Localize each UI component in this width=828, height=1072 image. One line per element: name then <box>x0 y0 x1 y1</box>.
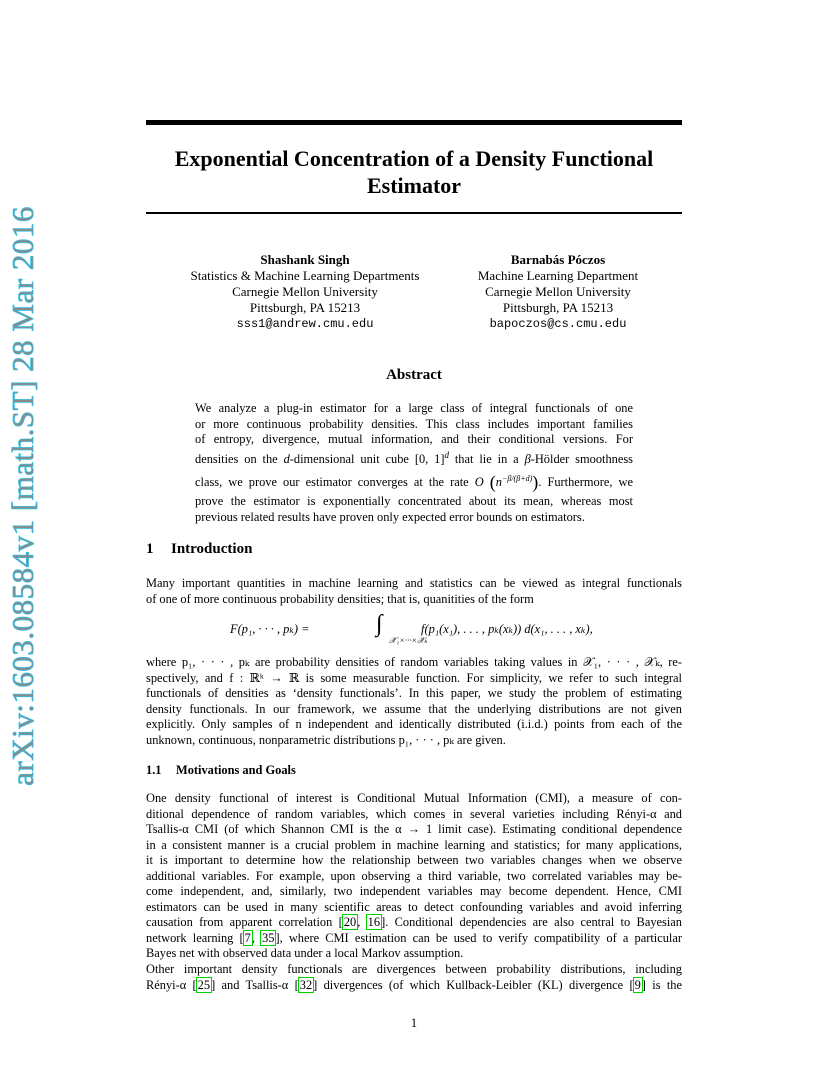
title-bottom-rule <box>146 212 682 214</box>
citation-link[interactable]: 35 <box>262 930 275 945</box>
text-line: Tsallis-α CMI (of which Shannon CMI is the α → 1 limit case). Estimating conditional dependence <box>146 822 682 836</box>
section-number: 1 <box>146 541 154 557</box>
author-dept: Statistics & Machine Learning Departments <box>190 268 420 283</box>
text-line: ditional dependence of random variables, which comes in several varieties including Rényi-α and <box>146 806 682 821</box>
display-equation <box>146 613 682 643</box>
author-name: Shashank Singh <box>260 252 350 267</box>
arxiv-side-stamp <box>0 206 46 786</box>
text-line: functionals of densities as ‘density functionals’. In this paper, we study the problem of estimating <box>146 686 682 700</box>
text-line: it is important to determine how the relationship between two variables changes when we observe <box>146 853 682 867</box>
abstract-line: class, we prove our estimator converges at the rate O $(n^{-\beta/(\beta+d)})$. Furthermore, we <box>195 472 633 493</box>
text-line: where p₁, · · · , pₖ are probability densities of random variables taking values in 𝒳₁, · · · , 𝒳ₖ, re- <box>146 655 682 669</box>
citation-link[interactable]: 16 <box>367 915 381 929</box>
citation-link[interactable]: 9 <box>634 977 641 992</box>
text-line: Other important density functionals are divergences between probability distributions, including <box>146 962 682 976</box>
paper-title <box>146 145 682 199</box>
abstract-body <box>195 401 633 525</box>
integral-sign: ∫ <box>376 611 383 637</box>
title-top-rule <box>146 120 682 125</box>
paragraph-motivations-1 <box>146 791 682 962</box>
citation-link[interactable]: 7 <box>244 930 251 945</box>
page-number: 1 <box>410 1016 418 1030</box>
author-email: sss1@andrew.cmu.edu <box>236 317 374 331</box>
abstract-line: previous related results have proven only expected error bounds on estimators. <box>195 509 585 524</box>
section-title: Introduction <box>171 541 253 557</box>
author-univ: Carnegie Mellon University <box>485 284 631 299</box>
text-line: Rényi-α [25] and Tsallis-α [32] divergences (of which Kullback-Leibler (KL) divergence [9] is the <box>146 977 682 992</box>
text-line: spectively, and f : ℝᵏ → ℝ is some measurable function. For simplicity, we refer to such integral <box>146 670 682 685</box>
author-block-2 <box>458 252 658 332</box>
author-email: bapoczos@cs.cmu.edu <box>489 317 627 331</box>
paragraph-intro-2 <box>146 655 682 748</box>
author-dept: Machine Learning Department <box>477 268 639 283</box>
author-univ: Carnegie Mellon University <box>232 284 378 299</box>
text-line: explicitly. Only samples of n independent and identically distributed (i.i.d.) points from each of the <box>146 717 682 731</box>
abstract-line: We analyze a plug-in estimator for a large class of integral functionals of one <box>195 401 633 415</box>
text-line: network learning [7, 35], where CMI estimation can be used to verify compatibility of a particular <box>146 930 682 945</box>
abstract-line: prove the estimator is exponentially concentrated about its mean, whereas most <box>195 494 633 509</box>
author-name: Barnabás Póczos <box>510 252 606 267</box>
author-city: Pittsburgh, PA 15213 <box>249 300 361 315</box>
paragraph-motivations-2 <box>146 962 682 993</box>
citation-link[interactable]: 32 <box>299 977 313 992</box>
equation-lhs: F(p₁, · · · , pₖ) = <box>230 622 310 636</box>
author-block-1 <box>180 252 430 332</box>
author-city: Pittsburgh, PA 15213 <box>502 300 614 315</box>
equation-rhs: f(p₁(x₁), . . . , pₖ(xₖ)) d(x₁, . . . , xₖ), <box>421 622 593 636</box>
text-line: of one of more continuous probability densities; that is, quanitities of the form <box>146 591 534 606</box>
text-line: density functionals. In our framework, we assume that the underlying distributions are not given <box>146 701 682 716</box>
text-line: in a consistent manner is a crucial problem in machine learning and statistics; for many applications, <box>146 837 682 852</box>
subsection-title: Motivations and Goals <box>176 763 296 777</box>
citation-link[interactable]: 25 <box>197 977 211 992</box>
abstract-line: densities on the d-dimensional unit cube [0, 1]$^d$ that lie in a β-Hölder smoothness <box>195 449 633 466</box>
citation-link[interactable]: 20 <box>343 915 357 929</box>
abstract-heading: Abstract <box>386 367 442 383</box>
abstract-line: of entropy, divergence, mutual information, and their conditional versions. For <box>195 432 633 446</box>
subsection-heading-motivations <box>146 763 296 778</box>
subsection-number: 1.1 <box>146 763 162 777</box>
text-line: One density functional of interest is Conditional Mutual Information (CMI), a measure of con- <box>146 791 682 805</box>
text-line: causation from apparent correlation [20, 16]. Conditional dependencies are also central to Bayesian <box>146 915 682 929</box>
paragraph-intro-1 <box>146 576 682 607</box>
text-line: Many important quantities in machine learning and statistics can be viewed as integral functionals <box>146 576 682 590</box>
section-heading-introduction <box>146 541 252 558</box>
title-line-1: Exponential Concentration of a Density Functional <box>174 146 654 171</box>
arxiv-identifier[interactable]: arXiv:1603.08584v1 [math.ST] 28 Mar 2016 <box>5 206 40 786</box>
text-line: unknown, continuous, nonparametric distributions p₁, · · · , pₖ are given. <box>146 732 506 747</box>
integral-domain: 𝒳₁×···×𝒳ₖ <box>389 635 428 645</box>
text-line: additional variables. For example, upon observing a third variable, two correlated variables may be- <box>146 868 682 883</box>
abstract-line: or more continuous probability densities. This class includes important families <box>195 416 633 431</box>
title-line-2: Estimator <box>366 173 462 198</box>
text-line: estimators can be used in many scientific areas to detect confounding variables and avoid inferring <box>146 899 682 914</box>
text-line: Bayes net with observed data under a local Markov assumption. <box>146 946 464 960</box>
text-line: come independent, and, similarly, two independent variables may become dependent. Hence, CMI <box>146 884 682 898</box>
